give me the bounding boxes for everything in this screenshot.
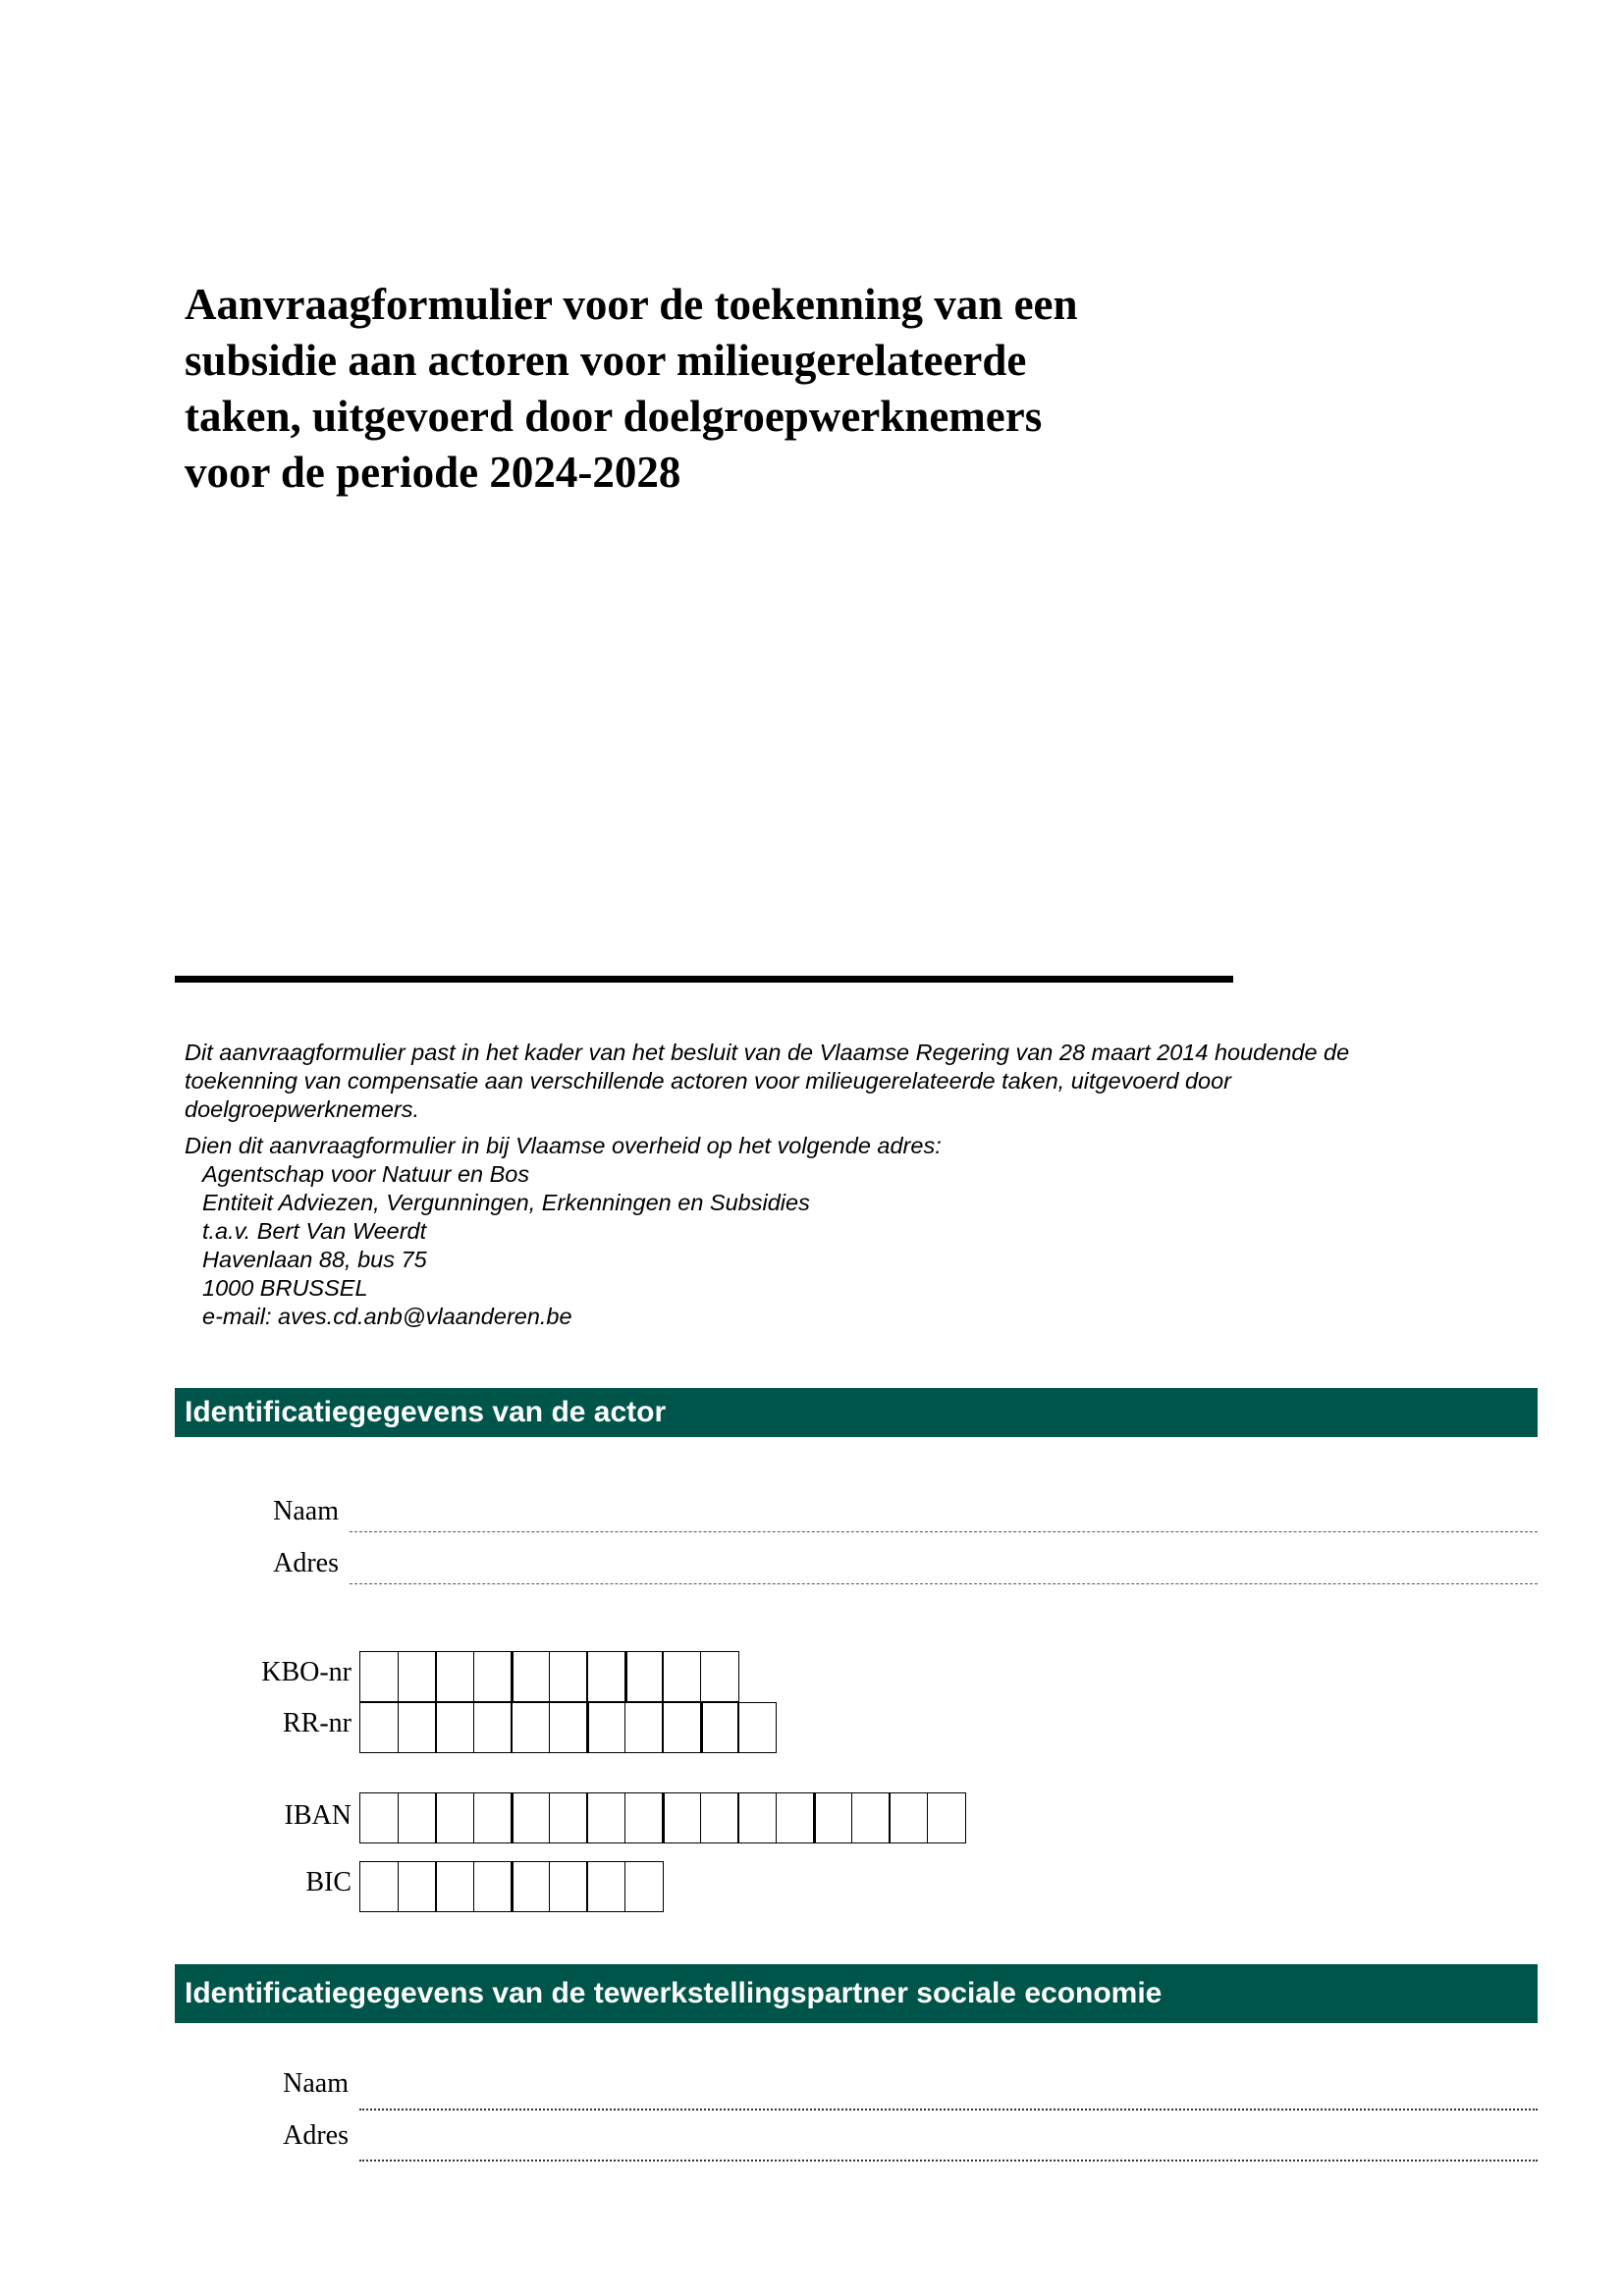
kbo-label: KBO-nr bbox=[261, 1657, 352, 1687]
partner-adres-label: Adres bbox=[283, 2120, 349, 2151]
intro-paragraph bbox=[185, 1039, 1461, 1124]
address-line: Agentschap voor Natuur en Bos bbox=[202, 1161, 530, 1187]
rr-digit-box[interactable] bbox=[662, 1702, 701, 1753]
kbo-digit-box[interactable] bbox=[473, 1651, 513, 1702]
partner-naam-label: Naam bbox=[283, 2068, 349, 2099]
iban-char-box[interactable] bbox=[435, 1792, 474, 1843]
intro-line: Dit aanvraagformulier past in het kader van het besluit van de Vlaamse Regering van 28 maart 2014 houdende de bbox=[185, 1040, 1350, 1065]
iban-char-box[interactable] bbox=[813, 1792, 852, 1843]
address-line: t.a.v. Bert Van Weerdt bbox=[202, 1218, 427, 1244]
bic-input[interactable] bbox=[359, 1861, 664, 1912]
address-block bbox=[185, 1160, 1461, 1331]
intro-line: doelgroepwerknemers. bbox=[185, 1096, 420, 1122]
rr-digit-box[interactable] bbox=[359, 1702, 399, 1753]
rr-digit-box[interactable] bbox=[511, 1702, 550, 1753]
iban-char-box[interactable] bbox=[927, 1792, 966, 1843]
title-line: taken, uitgevoerd door doelgroepwerknemers bbox=[185, 392, 1043, 441]
address-line: 1000 BRUSSEL bbox=[202, 1275, 368, 1301]
rr-digit-box[interactable] bbox=[624, 1702, 664, 1753]
bic-char-box[interactable] bbox=[511, 1861, 550, 1912]
actor-adres-label: Adres bbox=[273, 1548, 339, 1578]
iban-char-box[interactable] bbox=[549, 1792, 588, 1843]
rr-digit-box[interactable] bbox=[737, 1702, 777, 1753]
title-line: subsidie aan actoren voor milieugerelateerde bbox=[185, 336, 1027, 385]
iban-char-box[interactable] bbox=[662, 1792, 701, 1843]
address-intro: Dien dit aanvraagformulier in bij Vlaamse overheid op het volgende adres: bbox=[185, 1133, 942, 1158]
title-line: voor de periode 2024-2028 bbox=[185, 448, 681, 497]
iban-char-box[interactable] bbox=[776, 1792, 815, 1843]
kbo-input[interactable] bbox=[359, 1651, 739, 1702]
bic-char-box[interactable] bbox=[359, 1861, 399, 1912]
iban-char-box[interactable] bbox=[737, 1792, 777, 1843]
rr-digit-box[interactable] bbox=[586, 1702, 625, 1753]
iban-char-box[interactable] bbox=[511, 1792, 550, 1843]
form-title bbox=[185, 277, 1265, 501]
rr-digit-box[interactable] bbox=[398, 1702, 437, 1753]
kbo-digit-box[interactable] bbox=[700, 1651, 739, 1702]
kbo-digit-box[interactable] bbox=[511, 1651, 550, 1702]
address-line: Havenlaan 88, bus 75 bbox=[202, 1247, 427, 1272]
kbo-digit-box[interactable] bbox=[398, 1651, 437, 1702]
rr-digit-box[interactable] bbox=[473, 1702, 513, 1753]
iban-char-box[interactable] bbox=[624, 1792, 664, 1843]
partner-naam-field[interactable] bbox=[359, 2109, 1538, 2110]
kbo-digit-box[interactable] bbox=[662, 1651, 701, 1702]
rr-digit-box[interactable] bbox=[435, 1702, 474, 1753]
bic-char-box[interactable] bbox=[473, 1861, 513, 1912]
actor-adres-field[interactable] bbox=[350, 1583, 1538, 1584]
bic-char-box[interactable] bbox=[435, 1861, 474, 1912]
iban-char-box[interactable] bbox=[889, 1792, 928, 1843]
intro-line: toekenning van compensatie aan verschillende actoren voor milieugerelateerde taken, uitgevoerd door bbox=[185, 1068, 1232, 1094]
address-email: e-mail: aves.cd.anb@vlaanderen.be bbox=[202, 1304, 572, 1329]
iban-char-box[interactable] bbox=[398, 1792, 437, 1843]
kbo-digit-box[interactable] bbox=[624, 1651, 664, 1702]
iban-char-box[interactable] bbox=[359, 1792, 399, 1843]
section-header-partner: Identificatiegegevens van de tewerkstellingspartner sociale economie bbox=[175, 1964, 1538, 2023]
iban-char-box[interactable] bbox=[851, 1792, 891, 1843]
bic-char-box[interactable] bbox=[549, 1861, 588, 1912]
title-line: Aanvraagformulier voor de toekenning van een bbox=[185, 280, 1078, 329]
intro-text bbox=[185, 1039, 1461, 1331]
kbo-digit-box[interactable] bbox=[359, 1651, 399, 1702]
actor-naam-label: Naam bbox=[273, 1496, 339, 1526]
kbo-digit-box[interactable] bbox=[435, 1651, 474, 1702]
kbo-digit-box[interactable] bbox=[549, 1651, 588, 1702]
iban-char-box[interactable] bbox=[700, 1792, 739, 1843]
iban-char-box[interactable] bbox=[473, 1792, 513, 1843]
address-line: Entiteit Adviezen, Vergunningen, Erkenningen en Subsidies bbox=[202, 1190, 810, 1215]
iban-input[interactable] bbox=[359, 1792, 966, 1843]
kbo-digit-box[interactable] bbox=[586, 1651, 625, 1702]
bic-char-box[interactable] bbox=[398, 1861, 437, 1912]
iban-label: IBAN bbox=[284, 1800, 352, 1831]
rr-input[interactable] bbox=[359, 1702, 777, 1753]
rr-digit-box[interactable] bbox=[700, 1702, 739, 1753]
bic-char-box[interactable] bbox=[624, 1861, 664, 1912]
rr-digit-box[interactable] bbox=[549, 1702, 588, 1753]
title-divider bbox=[175, 976, 1233, 983]
bic-char-box[interactable] bbox=[586, 1861, 625, 1912]
rr-label: RR-nr bbox=[283, 1708, 352, 1738]
bic-label: BIC bbox=[305, 1867, 352, 1897]
section-header-actor: Identificatiegegevens van de actor bbox=[175, 1388, 1538, 1437]
partner-adres-field[interactable] bbox=[359, 2160, 1538, 2162]
actor-naam-field[interactable] bbox=[350, 1531, 1538, 1532]
iban-char-box[interactable] bbox=[586, 1792, 625, 1843]
